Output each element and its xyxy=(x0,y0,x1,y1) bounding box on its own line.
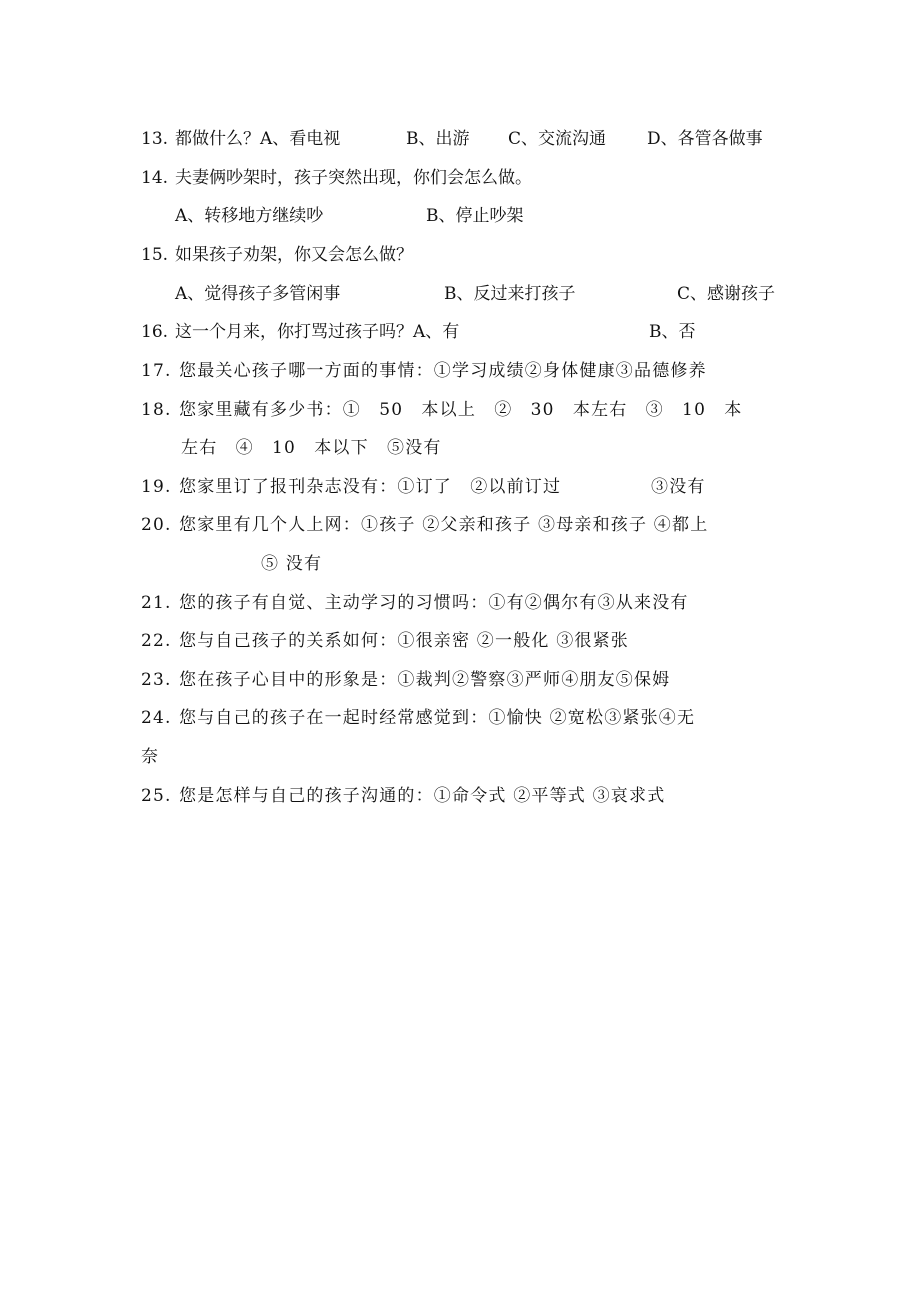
option: C、感谢孩子 xyxy=(677,284,776,304)
question-text: 这一个月来，你打骂过孩子吗？A、有 xyxy=(175,322,460,342)
question-continuation: ⑤ 没有 xyxy=(261,554,323,574)
question-continuation: 奈 xyxy=(141,747,158,767)
option: C、交流沟通 xyxy=(508,129,607,149)
question-number: 21. xyxy=(141,593,172,613)
question-text: 您在孩子心目中的形象是：①裁判②警察③严师④朋友⑤保姆 xyxy=(179,670,671,690)
option: ③没有 xyxy=(651,477,706,497)
option: A、转移地方继续吵 xyxy=(175,206,324,226)
question-number: 13. xyxy=(141,129,169,149)
option: A、觉得孩子多管闲事 xyxy=(175,284,341,304)
question-text: 都做什么？A、看电视 xyxy=(175,129,341,149)
question-text: 如果孩子劝架，你又会怎么做？ xyxy=(175,245,413,265)
question-number: 23. xyxy=(141,670,172,690)
question-number: 16. xyxy=(141,322,169,342)
option: B、出游 xyxy=(406,129,470,149)
question-text: 您与自己的孩子在一起时经常感觉到：①愉快 ②宽松③紧张④无 xyxy=(179,708,696,728)
question-number: 25. xyxy=(141,786,172,806)
question-continuation: 左右 ④ 10 本以下 ⑤没有 xyxy=(181,438,442,458)
question-text: 您的孩子有自觉、主动学习的习惯吗：①有②偶尔有③从来没有 xyxy=(179,593,689,613)
option: B、反过来打孩子 xyxy=(444,284,576,304)
option: B、否 xyxy=(649,322,696,342)
question-number: 14. xyxy=(141,168,169,188)
question-text: 夫妻俩吵架时，孩子突然出现，你们会怎么做。 xyxy=(175,168,532,188)
question-number: 20. xyxy=(141,515,172,535)
question-text: 您家里有几个人上网：①孩子 ②父亲和孩子 ③母亲和孩子 ④都上 xyxy=(179,515,709,535)
question-number: 17. xyxy=(141,361,172,381)
option: D、各管各做事 xyxy=(647,129,763,149)
question-text: 您是怎样与自己的孩子沟通的：①命令式 ②平等式 ③哀求式 xyxy=(179,786,666,806)
question-text: 您家里订了报刊杂志没有：①订了 ②以前订过 xyxy=(179,477,562,497)
question-number: 22. xyxy=(141,631,172,651)
question-number: 18. xyxy=(141,400,172,420)
question-text: 您最关心孩子哪一方面的事情：①学习成绩②身体健康③品德修养 xyxy=(179,361,707,381)
option: B、停止吵架 xyxy=(426,206,524,226)
question-number: 24. xyxy=(141,708,172,728)
question-number: 15. xyxy=(141,245,169,265)
question-text: 您与自己孩子的关系如何：①很亲密 ②一般化 ③很紧张 xyxy=(179,631,630,651)
question-text: 您家里藏有多少书：① 50 本以上 ② 30 本左右 ③ 10 本 xyxy=(179,400,743,420)
question-number: 19. xyxy=(141,477,172,497)
